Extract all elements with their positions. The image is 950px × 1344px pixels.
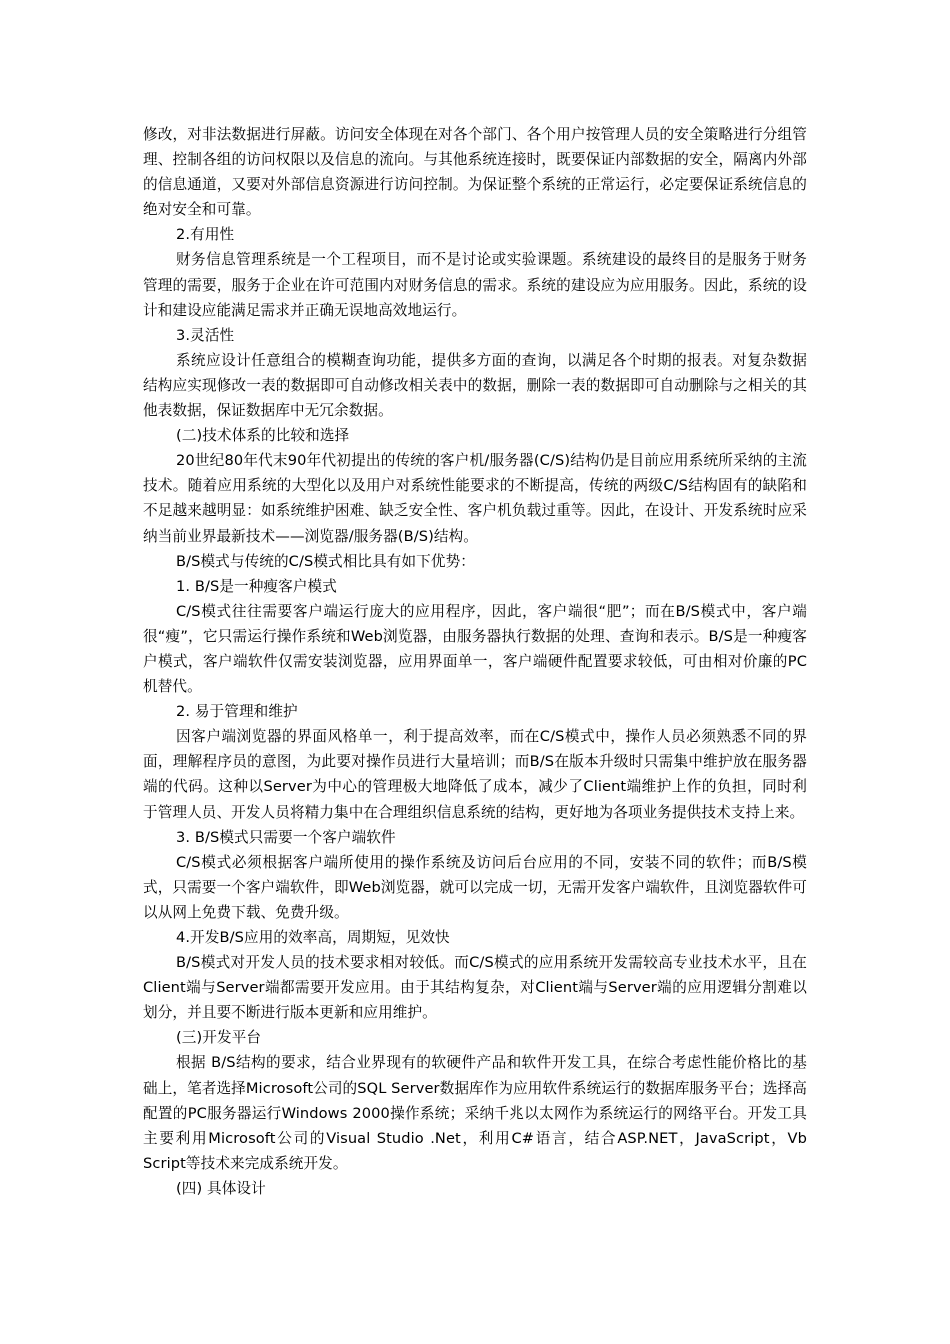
heading-thin-client: 1. B/S是一种瘦客户模式 <box>176 577 337 595</box>
paragraph: C/S模式必须根据客户端所使用的操作系统及访问后台应用的不同，安装不同的软件；而B/S模式，只需要一个客户端软件，即Web浏览器，就可以完成一切，无需开发客户端软件，且浏览器软件可以从网上免费下载、免费升级。 <box>143 853 807 921</box>
paragraph: C/S模式往往需要客户端运行庞大的应用程序，因此，客户端很“肥”；而在B/S模式中，客户端很“瘦”，它只需运行操作系统和Web浏览器，由服务器执行数据的处理、查询和表示。B/S是一种瘦客户模式，客户端软件仅需安装浏览器，应用界面单一，客户端硬件配置要求较低，可由相对价廉的PC机替代。 <box>143 602 807 696</box>
heading-usefulness: 2.有用性 <box>176 226 235 244</box>
section-heading-dev-platform: (三)开发平台 <box>176 1029 262 1047</box>
heading-single-client: 3. B/S模式只需要一个客户端软件 <box>176 828 396 846</box>
section-heading-detailed-design: (四) 具体设计 <box>176 1179 266 1197</box>
paragraph: 系统应设计任意组合的模糊查询功能，提供多方面的查询，以满足各个时期的报表。对复杂数据结构应实现修改一表的数据即可自动修改相关表中的数据，删除一表的数据即可自动删除与之相关的其他表数据，保证数据库中无冗余数据。 <box>143 351 807 420</box>
paragraph: B/S模式与传统的C/S模式相比具有如下优势： <box>176 552 475 570</box>
document-body <box>143 122 807 1201</box>
paragraph: 20世纪80年代末90年代初提出的传统的客户机/服务器(C/S)结构仍是目前应用系统所采纳的主流技术。随着应用系统的大型化以及用户对系统性能要求的不断提高，传统的两级C/S结构固有的缺陷和不足越来越明显：如系统维护困难、缺乏安全性、客户机负载过重等。因此，在设计、开发系统时应采纳当前业界最新技术——浏览器/服务器(B/S)结构。 <box>143 452 807 545</box>
heading-efficiency: 4.开发B/S应用的效率高，周期短，见效快 <box>176 929 450 946</box>
paragraph: 财务信息管理系统是一个工程项目，而不是讨论或实验课题。系统建设的最终目的是服务于财务管理的需要，服务于企业在许可范围内对财务信息的需求。系统的建设应为应用服务。因此，系统的设计和建设应能满足需求并正确无误地高效地运行。 <box>143 251 807 319</box>
section-heading-tech-comparison: (二)技术体系的比较和选择 <box>176 427 350 445</box>
heading-easy-management: 2. 易于管理和维护 <box>176 703 298 721</box>
paragraph: 修改，对非法数据进行屏蔽。访问安全体现在对各个部门、各个用户按管理人员的安全策略进行分组管理、控制各组的访问权限以及信息的流向。与其他系统连接时，既要保证内部数据的安全，隔离内外部的信息通道，又要对外部信息资源进行访问控制。为保证整个系统的正常运行，必定要保证系统信息的绝对安全和可靠。 <box>143 126 807 219</box>
paragraph: 因客户端浏览器的界面风格单一，利于提高效率，而在C/S模式中，操作人员必须熟悉不同的界面，理解程序员的意图，为此要对操作员进行大量培训；而B/S在版本升级时只需集中维护放在服务器端的代码。这种以Server为中心的管理极大地降低了成本，减少了Client端维护上作的负担，同时利于管理人员、开发人员将精力集中在合理组织信息系统的结构，更好地为各项业务提供技术支持上来。 <box>143 728 807 821</box>
paragraph: 根据 B/S结构的要求，结合业界现有的软硬件产品和软件开发工具，在综合考虑性能价格比的基础上，笔者选择Microsoft公司的SQL Server数据库作为应用软件系统运行的数据库服务平台；选择高配置的PC服务器运行Windows 2000操作系统；采纳千兆以太网作为系统运行的网络平台。开发工具主要利用Microsoft公司的Visual Studio .Net，利用C#语言，结合ASP.NET，JavaScript，Vb Script等技术来完成系统开发。 <box>143 1054 807 1172</box>
heading-flexibility: 3.灵活性 <box>176 326 235 344</box>
paragraph: B/S模式对开发人员的技术要求相对较低。而C/S模式的应用系统开发需较高专业技术水平，且在Client端与Server端都需要开发应用。由于其结构复杂，对Client端与Server端的应用逻辑分割难以划分，并且要不断进行版本更新和应用维护。 <box>143 954 807 1022</box>
